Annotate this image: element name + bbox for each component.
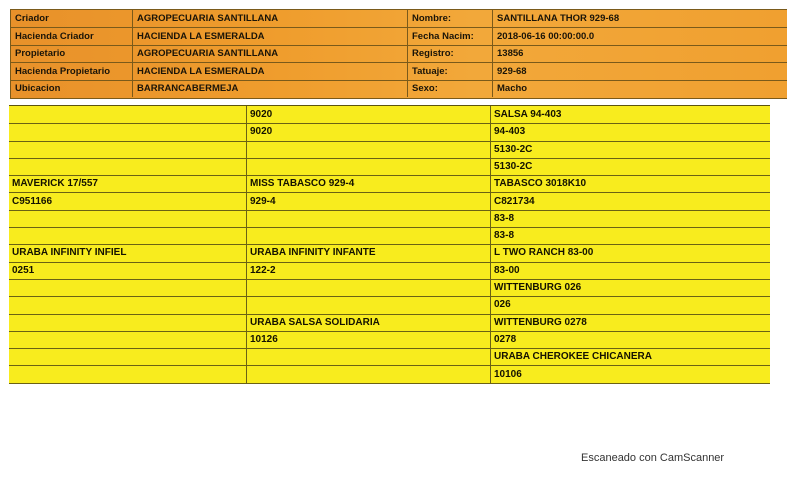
pedigree-table (9, 105, 770, 383)
field-label: Hacienda Propietario (11, 63, 133, 80)
parent-cell (247, 210, 491, 227)
ancestor-cell: 5130-2C (494, 143, 533, 155)
parent-cell: MISS TABASCO 929-4 (247, 175, 491, 192)
parent-cell (247, 227, 491, 244)
field-label: Hacienda Criador (11, 28, 133, 45)
grandparent-cell: MAVERICK 17/557 (9, 175, 247, 192)
scanner-watermark: Escaneado con CamScanner (581, 452, 725, 464)
field-value: 2018-06-16 00:00:00.0 (497, 30, 595, 42)
info-row (11, 45, 787, 63)
parent-cell: 10126 (247, 331, 491, 348)
info-row (11, 10, 787, 28)
field-label: Registro: (408, 45, 493, 62)
field-value: 929-68 (497, 65, 527, 77)
field-value: 13856 (497, 48, 524, 60)
parent-cell: 929-4 (247, 193, 491, 210)
parent-cell (247, 296, 491, 313)
ancestor-cell: TABASCO 3018K10 (494, 178, 587, 190)
grandparent-cell (9, 366, 247, 383)
field-value: AGROPECUARIA SANTILLANA (133, 45, 408, 62)
pedigree-row (9, 141, 770, 159)
field-value: SANTILLANA THOR 929-68 (497, 13, 620, 24)
grandparent-cell: URABA INFINITY INFIEL (9, 244, 247, 261)
pedigree-row (9, 106, 770, 124)
pedigree-row (9, 331, 770, 349)
ancestor-cell: L TWO RANCH 83-00 (494, 247, 594, 259)
parent-cell: URABA SALSA SOLIDARIA (247, 314, 491, 331)
pedigree-row (9, 296, 770, 314)
field-value: HACIENDA LA ESMERALDA (133, 63, 408, 80)
grandparent-cell (9, 279, 247, 296)
grandparent-cell (9, 123, 247, 140)
parent-cell (247, 279, 491, 296)
ancestor-cell: WITTENBURG 0278 (494, 316, 587, 328)
pedigree-row (9, 279, 770, 297)
field-label: Propietario (11, 45, 133, 62)
pedigree-row (9, 366, 770, 384)
pedigree-row (9, 244, 770, 262)
ancestor-cell: 0278 (494, 333, 517, 345)
pedigree-row (9, 175, 770, 193)
grandparent-cell (9, 348, 247, 365)
parent-cell: URABA INFINITY INFANTE (247, 244, 491, 261)
ancestor-cell: 5130-2C (494, 160, 533, 172)
info-row (11, 63, 787, 81)
pedigree-row (9, 348, 770, 366)
parent-cell (247, 158, 491, 175)
field-label: Fecha Nacim: (408, 28, 493, 45)
field-value: AGROPECUARIA SANTILLANA (133, 10, 408, 27)
pedigree-row (9, 123, 770, 141)
ancestor-cell: WITTENBURG 026 (494, 282, 582, 293)
grandparent-cell: C951166 (9, 193, 247, 210)
field-label: Sexo: (408, 80, 493, 97)
field-label: Ubicacion (11, 80, 133, 97)
grandparent-cell (9, 210, 247, 227)
pedigree-row (9, 262, 770, 280)
pedigree-row (9, 158, 770, 176)
info-row (11, 80, 787, 97)
ancestor-cell: 83-00 (494, 264, 520, 276)
parent-cell (247, 141, 491, 158)
ancestor-cell: 83-8 (494, 230, 515, 242)
field-label: Criador (11, 10, 133, 27)
grandparent-cell: 0251 (9, 262, 247, 279)
ancestor-cell: SALSA 94-403 (494, 109, 562, 120)
ancestor-cell: 94-403 (494, 126, 526, 138)
animal-info-table (10, 9, 787, 99)
field-value: HACIENDA LA ESMERALDA (133, 28, 408, 45)
field-label: Nombre: (408, 10, 493, 27)
parent-cell: 9020 (247, 106, 491, 123)
pedigree-row (9, 193, 770, 211)
grandparent-cell (9, 296, 247, 313)
grandparent-cell (9, 106, 247, 123)
pedigree-row (9, 210, 770, 228)
info-row (11, 28, 787, 46)
field-value: Macho (497, 83, 528, 95)
grandparent-cell (9, 227, 247, 244)
grandparent-cell (9, 314, 247, 331)
pedigree-row (9, 227, 770, 245)
parent-cell: 9020 (247, 123, 491, 140)
pedigree-row (9, 314, 770, 332)
parent-cell (247, 348, 491, 365)
grandparent-cell (9, 158, 247, 175)
ancestor-cell: 026 (494, 299, 511, 311)
field-value: BARRANCABERMEJA (133, 80, 408, 97)
ancestor-cell: URABA CHEROKEE CHICANERA (494, 351, 652, 363)
field-label: Tatuaje: (408, 63, 493, 80)
ancestor-cell: 83-8 (494, 212, 515, 224)
parent-cell (247, 366, 491, 383)
grandparent-cell (9, 141, 247, 158)
grandparent-cell (9, 331, 247, 348)
ancestor-cell: 10106 (494, 368, 522, 380)
ancestor-cell: C821734 (494, 195, 535, 207)
parent-cell: 122-2 (247, 262, 491, 279)
